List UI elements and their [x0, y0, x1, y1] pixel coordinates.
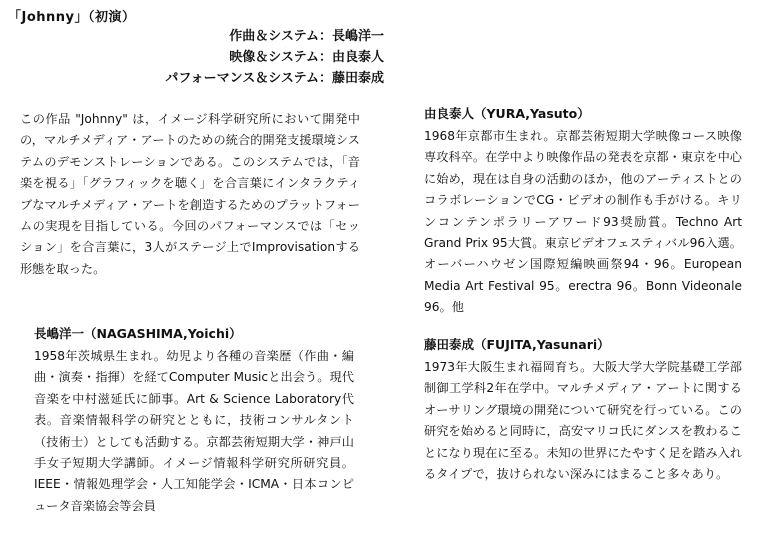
profile-nagashima	[34, 324, 354, 517]
profile-heading: 由良泰人（YURA,Yasuto）	[424, 106, 590, 121]
credit-line-video: 映像＆システム：由良泰人	[229, 50, 384, 65]
document-title: 「Johnny」（初演）	[8, 10, 136, 25]
credit-line-music: 作曲＆システム：長嶋洋一	[229, 29, 384, 44]
profile-heading: 藤田泰成（FUJITA,Yasunari）	[424, 337, 610, 352]
intro-paragraph: この作品 "Johnny" は，イメージ科学研究所において開発中の，マルチメディア・アートのための統合的開発支援環境システムのデモンストレーションである。このシステムでは，「音楽を視る」「グラフィックを聴く」を合言葉にインタラクティブなマルチメディア・アートを創造するためのプラットフォームの実現を目指している。今回のパフォーマンスでは「セッション」を合言葉に，3人がステージ上でImprovisationする形態を取った。	[20, 112, 360, 276]
credit-line-performance: パフォーマンス＆システム：藤田泰成	[165, 71, 384, 86]
profile-heading: 長嶋洋一（NAGASHIMA,Yoichi）	[34, 326, 242, 341]
intro-paragraph-block	[20, 109, 360, 280]
profile-yura	[424, 104, 742, 319]
profile-fujita	[424, 335, 742, 485]
profile-text: 1973年大阪生まれ福岡育ち。大阪大学大学院基礎工学部制御工学科2年在学中。マルチメディア・アートに関するオーサリング環境の開発について研究を行っている。この研究を始めると同時に，高安マリコ氏にダンスを教わることになり現在に至る。未知の世界にたやすく足を踏み入れるタイプで，抜けられない深みにはまること多々あり。	[424, 360, 742, 482]
profile-text: 1968年京都市生まれ。京都芸術短期大学映像コース映像専攻科卒。在学中より映像作品の発表を京都・東京を中心に始め，現在は自身の活動のほか，他のアーティストとのコラボレーションでCG・ビデオの制作も手がける。キリンコンテンポラリーアワード93奨励賞。Techno Art Grand Prix 95大賞。東京ビデオフェスティバル96入選。オーバーハウゼン国際短編映画祭94・96。European Media Art Festival 95。erectra 96。Bonn Videonale 96。他	[424, 129, 742, 315]
profile-text: 1958年茨城県生まれ。幼児より各種の音楽歴（作曲・編曲・演奏・指揮）を経てComputer Musicと出会う。現代音楽を中村滋延氏に師事。Art & Science Laboratory代表。音楽情報科学の研究とともに，技術コンサルタント（技術士）としても活動する。京都芸術短期大学・神戸山手女子短期大学講師。イメージ情報科学研究所研究員。IEEE・情報処理学会・人工知能学会・ICMA・日本コンピュータ音楽協会等会員	[34, 349, 354, 513]
credits	[110, 26, 384, 89]
